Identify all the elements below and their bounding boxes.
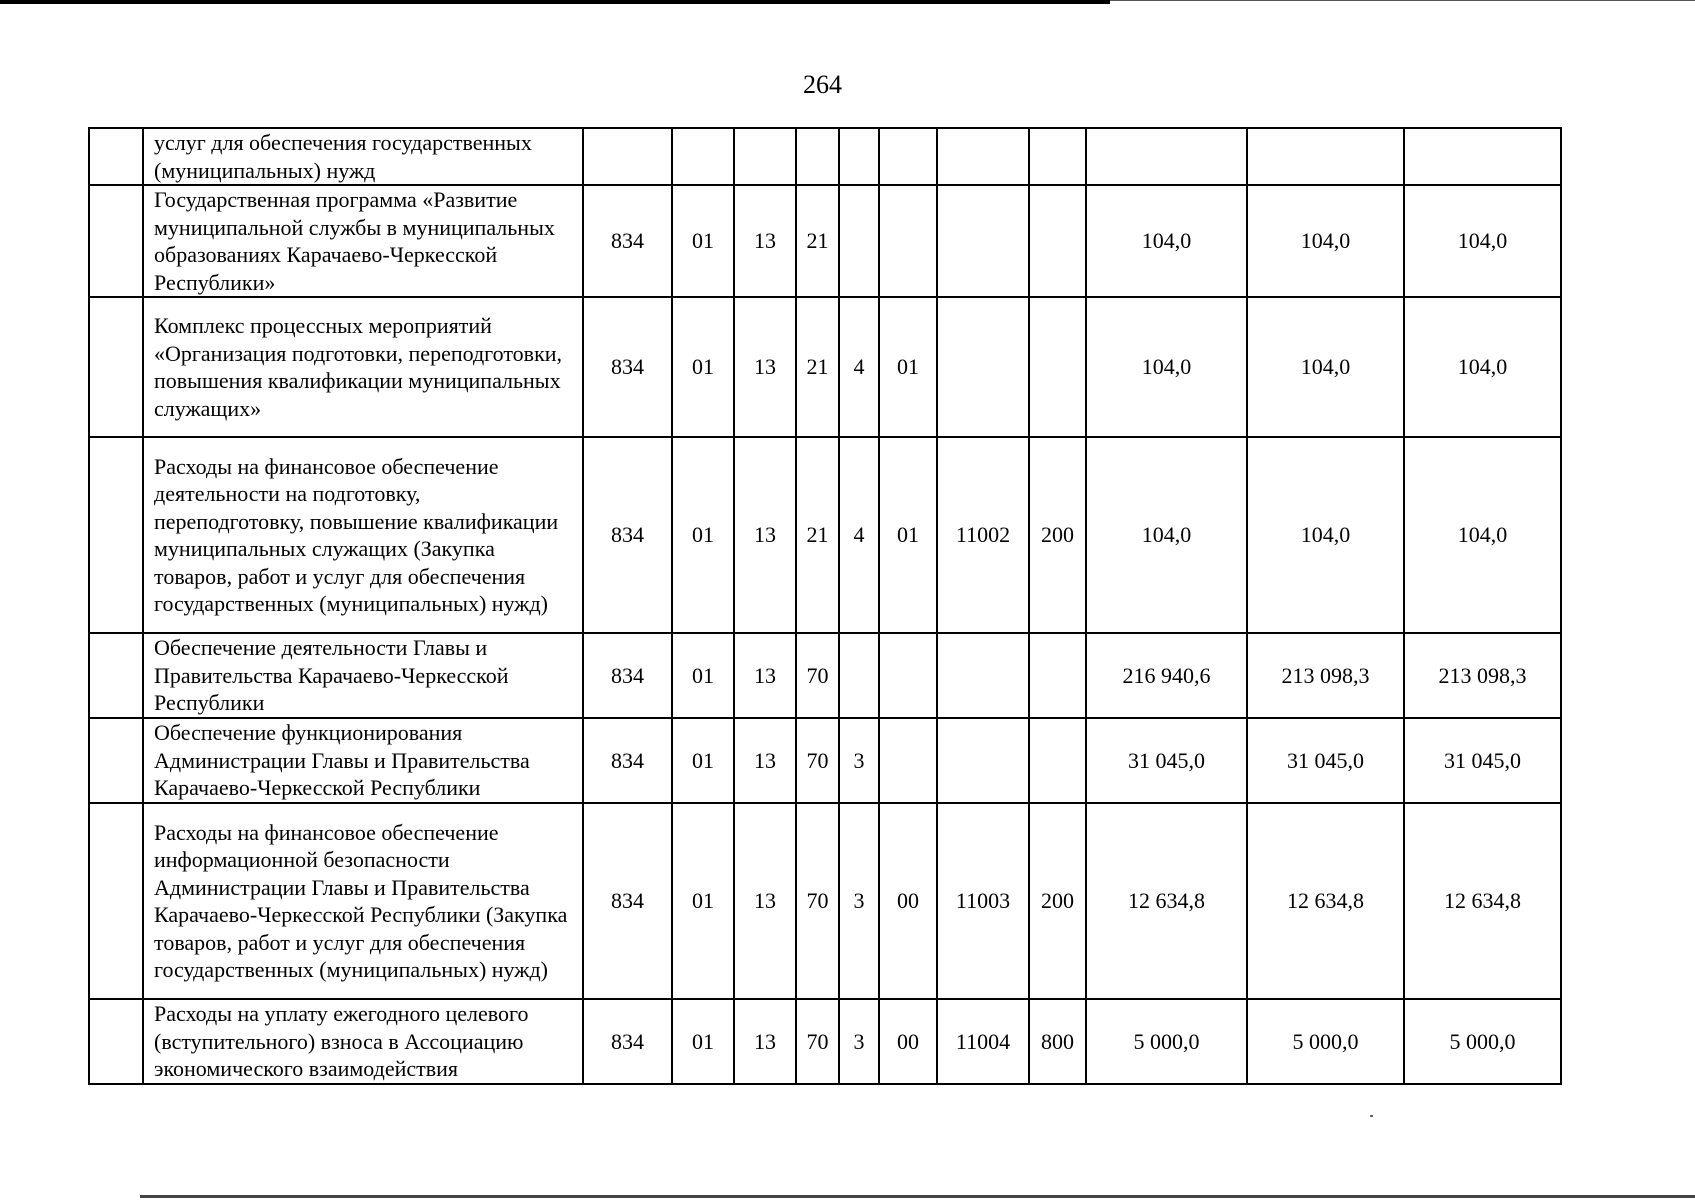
cell-subsection: 13: [734, 718, 796, 803]
cell-ministry: 834: [583, 185, 672, 297]
cell-direction: [937, 185, 1029, 297]
cell-subprogram: 4: [839, 297, 879, 437]
cell-expense-type: 200: [1029, 437, 1086, 633]
budget-table: [88, 127, 1562, 1085]
cell-section: 01: [672, 718, 734, 803]
cell-expense-type: [1029, 718, 1086, 803]
cell-subsection: 13: [734, 803, 796, 999]
cell-amount-2: [1247, 128, 1404, 185]
cell-amount-1: 104,0: [1086, 297, 1247, 437]
cell-subsection: 13: [734, 437, 796, 633]
page-number: 264: [803, 70, 842, 99]
cell-name: Государственная программа «Развитие муниципальной службы в муниципальных образованиях Карачаево-Черкесской Республики»: [143, 185, 583, 297]
cell-expense-type: 200: [1029, 803, 1086, 999]
cell-num: [89, 633, 143, 718]
cell-subsection: 13: [734, 999, 796, 1084]
cell-section: 01: [672, 297, 734, 437]
cell-program: 70: [796, 718, 839, 803]
cell-direction: 11003: [937, 803, 1029, 999]
table-row: [89, 128, 1561, 185]
cell-amount-1: 216 940,6: [1086, 633, 1247, 718]
budget-table-body: [89, 128, 1561, 1084]
cell-direction: [937, 297, 1029, 437]
cell-ministry: 834: [583, 803, 672, 999]
cell-section: 01: [672, 803, 734, 999]
cell-amount-3: 31 045,0: [1404, 718, 1561, 803]
cell-amount-2: 5 000,0: [1247, 999, 1404, 1084]
cell-num: [89, 297, 143, 437]
cell-amount-3: 104,0: [1404, 297, 1561, 437]
cell-expense-type: [1029, 128, 1086, 185]
cell-amount-1: 104,0: [1086, 437, 1247, 633]
cell-subprogram: 4: [839, 437, 879, 633]
cell-amount-3: 5 000,0: [1404, 999, 1561, 1084]
cell-program: 70: [796, 633, 839, 718]
scan-speck: [1370, 1115, 1373, 1117]
cell-direction: [937, 128, 1029, 185]
cell-num: [89, 999, 143, 1084]
table-row: [89, 185, 1561, 297]
cell-section: 01: [672, 437, 734, 633]
cell-num: [89, 437, 143, 633]
cell-ministry: 834: [583, 718, 672, 803]
cell-name: Обеспечение деятельности Главы и Правительства Карачаево-Черкесской Республики: [143, 633, 583, 718]
cell-direction: [937, 633, 1029, 718]
cell-ministry: 834: [583, 633, 672, 718]
cell-subprogram: 3: [839, 718, 879, 803]
cell-amount-2: 104,0: [1247, 437, 1404, 633]
cell-program: 70: [796, 999, 839, 1084]
cell-num: [89, 185, 143, 297]
cell-ministry: 834: [583, 297, 672, 437]
table-row: [89, 633, 1561, 718]
cell-ministry: 834: [583, 999, 672, 1084]
cell-amount-1: 31 045,0: [1086, 718, 1247, 803]
cell-subsection: 13: [734, 297, 796, 437]
cell-amount-2: 12 634,8: [1247, 803, 1404, 999]
cell-expense-type: [1029, 633, 1086, 718]
cell-ministry: [583, 128, 672, 185]
cell-program: 21: [796, 297, 839, 437]
cell-section: [672, 128, 734, 185]
scan-edge-bottom: [140, 1195, 1695, 1198]
cell-subprogram: [839, 128, 879, 185]
cell-subprogram: [839, 185, 879, 297]
cell-num: [89, 803, 143, 999]
cell-section: 01: [672, 999, 734, 1084]
cell-subprogram: 3: [839, 803, 879, 999]
cell-event: 01: [879, 297, 937, 437]
cell-name: услуг для обеспечения государственных (муниципальных) нужд: [143, 128, 583, 185]
cell-name: Обеспечение функционирования Администрации Главы и Правительства Карачаево-Черкесской Республики: [143, 718, 583, 803]
cell-subsection: 13: [734, 633, 796, 718]
cell-amount-2: 104,0: [1247, 297, 1404, 437]
table-row: [89, 999, 1561, 1084]
cell-expense-type: [1029, 297, 1086, 437]
cell-direction: 11004: [937, 999, 1029, 1084]
cell-expense-type: 800: [1029, 999, 1086, 1084]
cell-subprogram: 3: [839, 999, 879, 1084]
cell-subprogram: [839, 633, 879, 718]
cell-amount-3: [1404, 128, 1561, 185]
scan-edge-top: [0, 0, 1110, 4]
cell-program: [796, 128, 839, 185]
cell-num: [89, 718, 143, 803]
cell-amount-1: [1086, 128, 1247, 185]
cell-event: [879, 128, 937, 185]
cell-event: [879, 185, 937, 297]
cell-ministry: 834: [583, 437, 672, 633]
cell-event: 01: [879, 437, 937, 633]
table-row: [89, 718, 1561, 803]
cell-subsection: [734, 128, 796, 185]
cell-name: Расходы на финансовое обеспечение информационной безопасности Администрации Главы и Правительства Карачаево-Черкесской Республики (Закупка товаров, работ и услуг для обеспечения государственных (муниципальных) нужд): [143, 803, 583, 999]
cell-direction: 11002: [937, 437, 1029, 633]
cell-amount-3: 213 098,3: [1404, 633, 1561, 718]
cell-amount-1: 5 000,0: [1086, 999, 1247, 1084]
cell-amount-2: 213 098,3: [1247, 633, 1404, 718]
cell-program: 21: [796, 437, 839, 633]
cell-program: 70: [796, 803, 839, 999]
cell-expense-type: [1029, 185, 1086, 297]
cell-amount-1: 12 634,8: [1086, 803, 1247, 999]
table-row: [89, 437, 1561, 633]
cell-name: Расходы на уплату ежегодного целевого (вступительного) взноса в Ассоциацию экономического взаимодействия: [143, 999, 583, 1084]
cell-section: 01: [672, 185, 734, 297]
cell-name: Расходы на финансовое обеспечение деятельности на подготовку, переподготовку, повышение квалификации муниципальных служащих (Закупка товаров, работ и услуг для обеспечения государственных (муниципальных) нужд): [143, 437, 583, 633]
cell-subsection: 13: [734, 185, 796, 297]
scan-edge-top-thin: [1110, 0, 1695, 1]
cell-section: 01: [672, 633, 734, 718]
cell-program: 21: [796, 185, 839, 297]
cell-direction: [937, 718, 1029, 803]
cell-name: Комплекс процессных мероприятий «Организация подготовки, переподготовки, повышения квалификации муниципальных служащих»: [143, 297, 583, 437]
cell-event: [879, 718, 937, 803]
cell-amount-3: 12 634,8: [1404, 803, 1561, 999]
table-row: [89, 803, 1561, 999]
cell-num: [89, 128, 143, 185]
cell-event: 00: [879, 803, 937, 999]
cell-amount-2: 31 045,0: [1247, 718, 1404, 803]
cell-amount-1: 104,0: [1086, 185, 1247, 297]
cell-amount-3: 104,0: [1404, 437, 1561, 633]
cell-amount-2: 104,0: [1247, 185, 1404, 297]
cell-event: [879, 633, 937, 718]
cell-event: 00: [879, 999, 937, 1084]
cell-amount-3: 104,0: [1404, 185, 1561, 297]
table-row: [89, 297, 1561, 437]
